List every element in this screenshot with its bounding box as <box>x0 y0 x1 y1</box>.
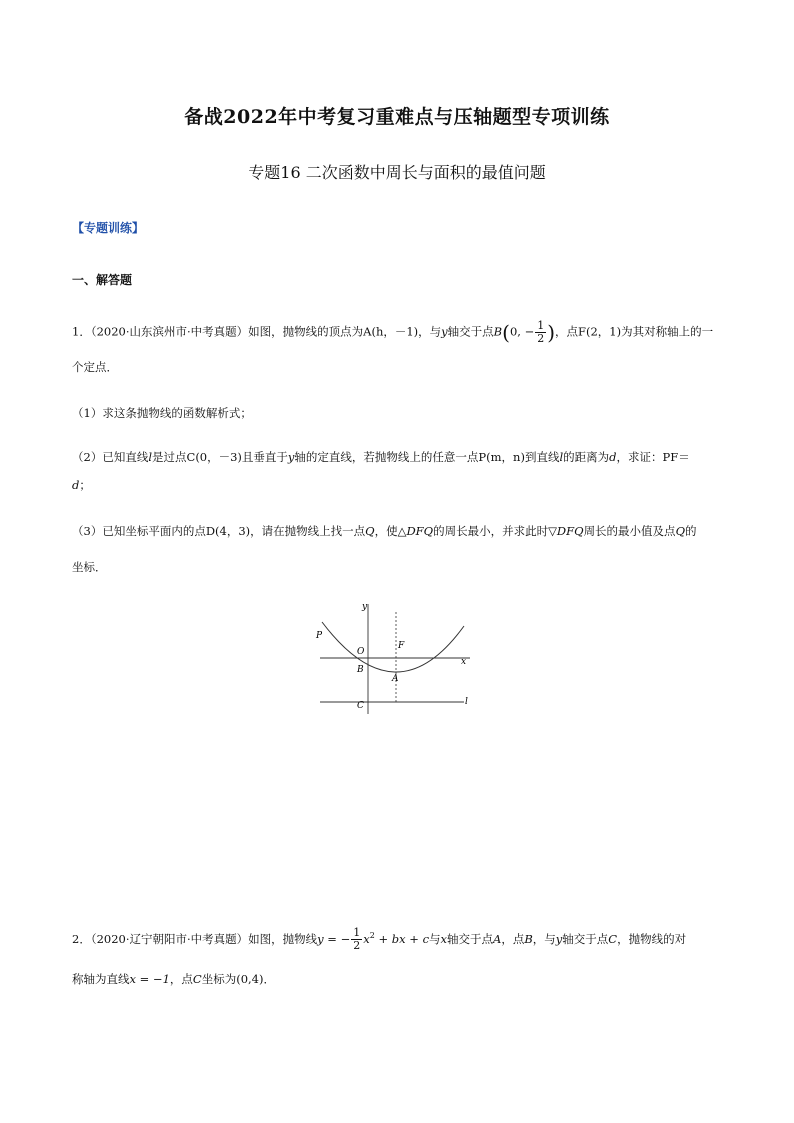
q2-line-2: 称轴为直线x = −1，点C坐标为(0,4)． <box>72 972 275 986</box>
page-title: 备战2022年中考复习重难点与压轴题型专项训练 <box>184 106 610 128</box>
q2-line-1: 2．（2020·辽宁朝阳市·中考真题）如图，抛物线y = − $\frac{1}{2}$ $x^2$ + bx + c与x轴交于点A，点B，与y轴交于点C，抛物线的对 <box>72 926 687 953</box>
label-y: y <box>362 602 368 612</box>
parabola-figure <box>312 598 482 718</box>
q1-part-2-line-2: d； <box>72 478 91 492</box>
q1-part-3-line-2: 坐标． <box>72 560 107 574</box>
fraction-one-half-q2: $\frac{1}{2}$ <box>353 926 361 953</box>
label-C: C <box>357 701 364 711</box>
q1-part-1: （1）求这条抛物线的函数解析式； <box>72 406 252 420</box>
label-O: O <box>357 647 365 657</box>
label-P: P <box>316 631 323 641</box>
q1-line-2: 个定点． <box>72 360 118 374</box>
parabola-curve <box>322 622 467 672</box>
fraction-one-half: $\frac{1}{2}$ <box>537 319 545 345</box>
label-F: F <box>398 641 405 651</box>
q1-part-3-line-1: （3）已知坐标平面内的点D(4，3)，请在抛物线上找一点Q，使△DFQ的周长最小，并求此时▽DFQ周长的最小值及点Q的 <box>72 524 697 538</box>
section-tag: 【专题训练】 <box>72 221 145 235</box>
part-heading: 一、解答题 <box>72 273 133 287</box>
label-x: x <box>461 657 467 667</box>
q1-line-1: 1．（2020·山东滨州市·中考真题）如图，抛物线的顶点为A(h，－1)，与y轴交于点B(0, − $\frac{1}{2}$ )，点F(2，1)为其对称轴上的一 <box>72 319 714 345</box>
label-l: l <box>465 697 468 707</box>
label-A: A <box>392 674 399 684</box>
page-subtitle: 专题16 二次函数中周长与面积的最值问题 <box>248 163 546 182</box>
q1-part-2-line-1: （2）已知直线l是过点C(0，－3)且垂直于y轴的定直线，若抛物线上的任意一点P(m，n)到直线l的距离为d，求证：PF＝ <box>72 450 690 464</box>
label-B: B <box>357 665 364 675</box>
